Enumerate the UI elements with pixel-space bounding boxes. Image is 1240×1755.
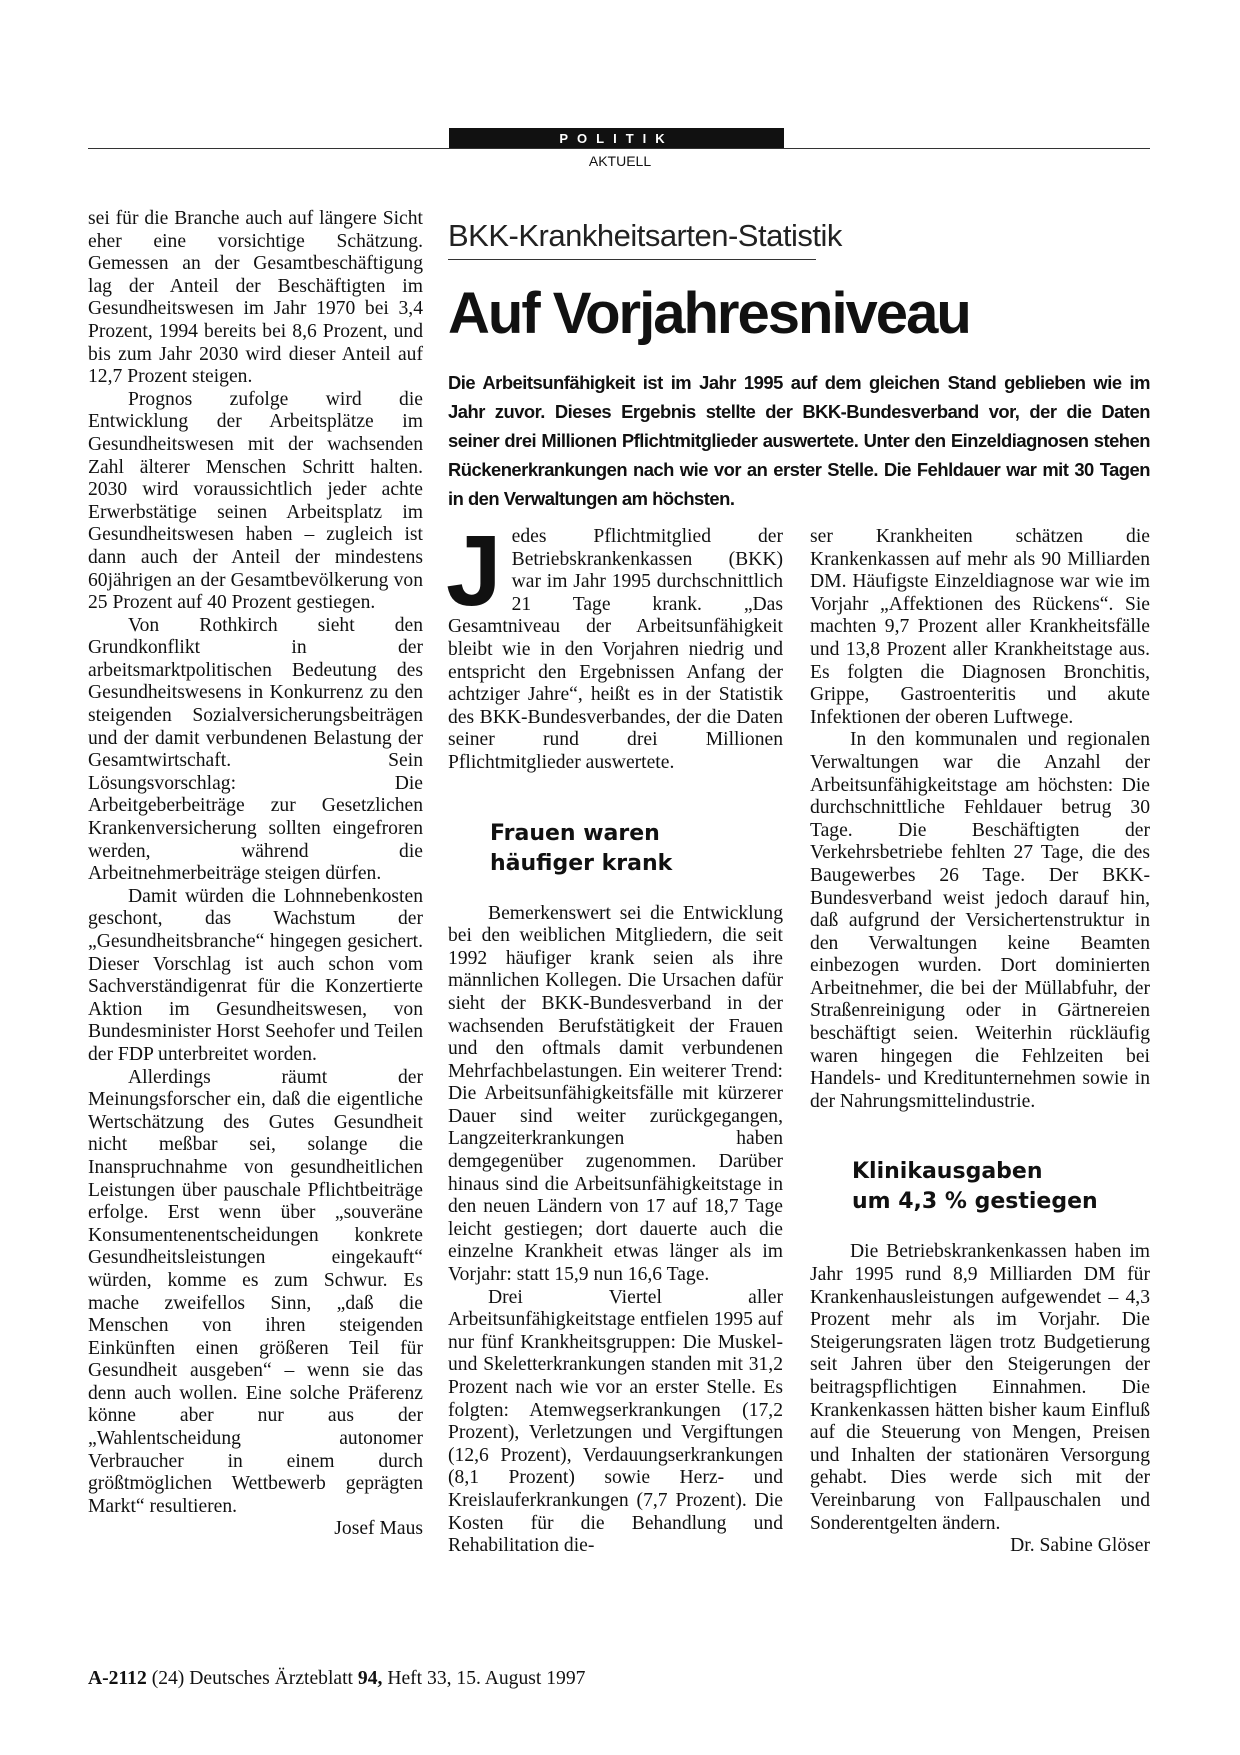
journal-info: (24) Deutsches Ärzteblatt bbox=[151, 1668, 353, 1689]
article-kicker: BKK-Krankheitsarten-Statistik bbox=[448, 218, 842, 253]
article-lead: Die Arbeitsunfähigkeit ist im Jahr 1995 auf dem gleichen Stand geblieben wie im Jahr zuvor. Dieses Ergebnis stellte der BKK-Bundesverband vor, der die Daten seiner drei Millionen Pflichtmitglieder auswertete. Unter den Einzeldiagnosen stehen Rückenerkrankungen nach wie vor an erster Stelle. Die Fehldauer war mit 30 Tagen in den Verwaltungen am höchsten. bbox=[448, 372, 1150, 509]
volume: 94, bbox=[357, 1668, 383, 1689]
kicker-rule bbox=[448, 259, 816, 260]
subheading bbox=[490, 819, 783, 879]
subheading bbox=[852, 1157, 1150, 1217]
author-line bbox=[88, 1518, 423, 1541]
author: Josef Maus bbox=[334, 1518, 423, 1540]
section-label: POLITIK bbox=[449, 128, 784, 149]
author-line bbox=[810, 1535, 1150, 1558]
paragraph: In den kommunalen und regionalen Verwaltungen war die Anzahl der Arbeitsunfähigkeitstage am höchsten: Die durchschnittliche Fehldauer betrug 30 Tage. Die Beschäftigten der Verkehrsbetriebe fehlten 27 Tage, die des Baugewerbes 26 Tage. Der BKK-Bundesverband weist jedoch darauf hin, daß aufgrund der Versichertenstruktur in den Verwaltungen keine Beamten einbezogen wurden. Dort dominierten Arbeitnehmer, die bei der Müllabfuhr, der Straßenreinigung oder in Gärtnereien beschäftigt seien. Weiterhin rückläufig waren hingegen die Fehlzeiten bei Handels- und Kreditunternehmen sowie in der Nahrungsmittelindustrie. bbox=[810, 729, 1150, 1112]
article-headline: Auf Vorjahresniveau bbox=[448, 281, 970, 346]
paragraph: Allerdings räumt der Meinungsforscher ein, daß die eigentliche Wertschätzung des Gutes Gesundheit nicht meßbar sei, solange die Inanspruchnahme von gesundheitlichen Leistungen über pauschale Pflichtbeiträge erfolge. Erst wenn über „souveräne Konsumentenentscheidungen konkrete Gesundheitsleistungen eingekauft“ würden, komme es zum Schwur. Es mache zweifellos Sinn, „daß die Menschen von ihren steigenden Einkünften einen größeren Teil für Gesundheit ausgeben“ – wenn sie das denn auch wollen. Eine solche Präferenz könne aber nur aus der „Wahlentscheidung autonomer Verbraucher in einem durch größtmöglichen Wettbewerb geprägten Markt“ resultieren. bbox=[88, 1066, 423, 1517]
previous-article-column bbox=[88, 208, 423, 1541]
paragraph: Damit würden die Lohnnebenkosten geschont, das Wachstum der „Gesundheitsbranche“ hingegen gesichert. Dieser Vorschlag ist auch schon vom Sachverständigenrat für die Konzertierte Aktion im Gesundheitswesen, von Bundesminister Horst Seehofer und Teilen der FDP unterbreitet worden. bbox=[88, 885, 423, 1065]
subheading-line: Frauen waren bbox=[490, 820, 660, 846]
paragraph: Prognos zufolge wird die Entwicklung der Arbeitsplätze im Gesundheitswesen mit der wachsenden Zahl älterer Menschen Schritt halten. 2030 wird voraussichtlich jeder achte Erwerbstätige seinen Arbeitsplatz im Gesundheitswesen haben – zugleich ist dann auch der Anteil der mindestens 60jährigen an der Gesamtbevölkerung von 25 Prozent auf 40 Prozent gestiegen. bbox=[88, 388, 423, 614]
paragraph: Bemerkenswert sei die Entwicklung bei den weiblichen Mitgliedern, die seit 1992 häufiger krank seien als ihre männlichen Kollegen. Die Ursachen dafür sieht der BKK-Bundesverband in der wachsenden Berufstätigkeit der Frauen und den oftmals damit verbundenen Mehrfachbelastungen. Ein weiterer Trend: Die Arbeitsunfähigkeitsfälle mit kürzerer Dauer sind weiter zurückgegangen, Langzeiterkrankungen haben demgegenüber zugenommen. Darüber hinaus sind die Arbeitsunfähigkeitstage in den neuen Ländern von 17 auf 18,7 Tage leicht gestiegen; dort dauerte auch die einzelne Krankheit etwas länger als im Vorjahr: statt 15,9 nun 16,6 Tage. bbox=[448, 902, 783, 1286]
issue-date: Heft 33, 15. August 1997 bbox=[387, 1668, 586, 1689]
subheading-line: um 4,3 % gestiegen bbox=[852, 1189, 1098, 1215]
paragraph: Von Rothkirch sieht den Grundkonflikt in der arbeitsmarktpolitischen Bedeutung des Gesundheitswesens in Konkurrenz zu den steigenden Sozialversicherungsbeiträgen und der damit verbundenen Belastung der Gesamtwirtschaft. Sein Lösungsvorschlag: Die Arbeitgeberbeiträge zur Gesetzlichen Krankenversicherung sollten eingefroren werden, während die Arbeitnehmerbeiträge steigen dürfen. bbox=[88, 614, 423, 885]
paragraph bbox=[446, 515, 783, 775]
paragraph: Drei Viertel aller Arbeitsunfähigkeitstage entfielen 1995 auf nur fünf Krankheitsgruppen: Die Muskel- und Skeletterkrankungen standen mit 31,2 Prozent nach wie vor an erster Stelle. Es folgten: Atemwegserkrankungen (17,2 Prozent), Verletzungen und Vergiftungen (12,6 Prozent), Verdauungserkrankungen (8,1 Prozent) sowie Herz- und Kreislauferkrankungen (7,7 Prozent). Die Kosten für die Behandlung und Rehabilitation die- bbox=[448, 1286, 783, 1557]
paragraph: sei für die Branche auch auf längere Sicht eher eine vorsichtige Schätzung. Gemessen an der Gesamtbeschäftigung lag der Anteil der Beschäftigten im Gesundheitswesen im Jahr 1970 bei 3,4 Prozent, 1994 bereits bei 8,6 Prozent, und bis zum Jahr 2030 wird dieser Anteil auf 12,7 Prozent steigen. bbox=[88, 208, 423, 388]
paragraph: ser Krankheiten schätzen die Krankenkassen auf mehr als 90 Milliarden DM. Häufigste Einzeldiagnose war wie im Vorjahr „Affektionen des Rückens“. Sie machten 9,7 Prozent aller Krankheitsfälle und 13,8 Prozent aller Krankheitstage aus. Es folgten die Diagnosen Bronchitis, Grippe, Gastroenteritis und akute Infektionen der oberen Luftwege. bbox=[810, 526, 1150, 728]
article-column-3 bbox=[810, 526, 1150, 1558]
subheading-line: häufiger krank bbox=[490, 850, 673, 876]
article-column-2 bbox=[446, 515, 783, 1558]
paragraph-text: edes Pflichtmitglied der Betriebskrankenkassen (BKK) war im Jahr 1995 durchschnittlich 21 Tage krank. „Das Gesamtniveau der Arbeitsunfähigkeit bleibt wie in den Vorjahren niedrig und entspricht den Ergebnissen Anfang der achtziger Jahre“, heißt es in der Statistik des BKK-Bundesverbandes, der die Daten seiner rund drei Millionen Pflichtmitglieder auswertete. bbox=[448, 526, 783, 773]
subsection-label: AKTUELL bbox=[588, 153, 652, 169]
page-footer bbox=[88, 1668, 585, 1690]
page-number: A-2112 bbox=[88, 1668, 147, 1689]
header-rule bbox=[88, 148, 1150, 149]
subheading-line: Klinikausgaben bbox=[852, 1159, 1043, 1185]
author: Dr. Sabine Glöser bbox=[1010, 1535, 1150, 1557]
paragraph: Die Betriebskrankenkassen haben im Jahr 1995 rund 8,9 Milliarden DM für Krankenhausleistungen aufgewendet – 4,3 Prozent mehr als im Vorjahr. Die Steigerungsraten lägen trotz Budgetierung seit Jahren über den Steigerungen der beitragspflichtigen Einnahmen. Die Krankenkassen hätten bisher kaum Einfluß auf die Steuerung von Mengen, Preisen und Inhalten der stationären Versorgung gehabt. Dies werde sich mit der Vereinbarung von Fallpauschalen und Sonderentgelten ändern. bbox=[810, 1241, 1150, 1534]
drop-cap: J bbox=[446, 515, 502, 627]
